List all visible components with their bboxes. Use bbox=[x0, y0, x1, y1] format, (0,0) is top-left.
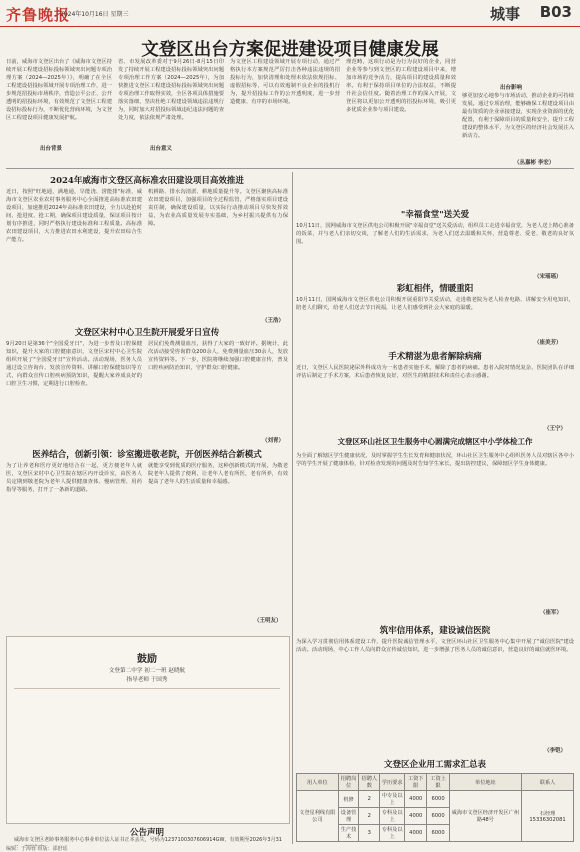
jobs-table-header-row bbox=[297, 774, 574, 791]
cell-wage-low: 4000 bbox=[405, 791, 427, 808]
masthead bbox=[0, 0, 580, 27]
cell-wage-low: 4000 bbox=[405, 825, 427, 842]
lead-byline: （丛嘉彬 李宏） bbox=[514, 160, 555, 166]
article-surgery-body: 近日，文登区人民医院泌尿外科成功为一名患者实施手术，解除了患者的病痛。患者入院时情况复杂，医院团队在详细评估后制定了手术方案，术后患者恢复良好，对医生的精湛技术和责任心表示感谢。 bbox=[296, 365, 574, 379]
poem-divider bbox=[14, 688, 280, 689]
article-eldercare-byline: （王明友） bbox=[254, 618, 282, 624]
article-eldercare-body: 为了让养老和医疗更好地结合在一起，更方便老年人就医，文登区宋村中心卫生院在辖区内开设诊室，由医务人员定期到敬老院为老年人提供健康查体、慢病管理、用药指导等服务，打开了一条新的道路。 bbox=[6, 463, 142, 493]
jobs-table-headline: 文登区企业用工需求汇总表 bbox=[383, 760, 486, 770]
lead-col5: 够更加安心地参与市场活动，推动企业的可持续发展。通过专项治理，能够确保工程建设项目由最有资质的企业承接建设，实现企业资源的优化配置，有利于保障项目的质量和安全，提升工程建设的整体水平，为文登区的经济社会发展注入新动力。 bbox=[462, 93, 574, 139]
article-farmland-body2: 机耕路、排水沟清淤、耕地质量提升等。文登区聚焦高标准农田建设项目，加强项目的全过程监管，严格落实项目建设责任制，确保建设质量，以实际行动推动项目尽快发挥效益，为农业高质量发展夯实基础，为乡村振兴提供有力保障。 bbox=[148, 189, 288, 227]
table-row bbox=[297, 791, 574, 808]
cell-wage-high: 6000 bbox=[427, 808, 449, 825]
cell-post: 机修 bbox=[338, 791, 359, 808]
newspaper-logo: 齐鲁晚报 bbox=[6, 6, 71, 24]
divider bbox=[6, 168, 574, 169]
col-header-num: 招聘人数 bbox=[359, 774, 380, 791]
cell-wage-low: 4000 bbox=[405, 808, 427, 825]
cell-edu: 专科及以上 bbox=[380, 808, 405, 825]
col-header-edu: 学历要求 bbox=[380, 774, 405, 791]
page-number: B03 bbox=[539, 3, 572, 21]
article-rainbow-byline: （崔美芳） bbox=[534, 340, 562, 346]
article-farmland-byline: （王浩） bbox=[262, 318, 285, 324]
article-teeth-byline: （刘青） bbox=[262, 438, 285, 444]
article-surgery-headline: 手术精湛为患者解除病痛 bbox=[388, 352, 482, 362]
lead-col4: 理范畴，这项行动是为行为良好的企业，同营企业等参与到文登区的工程建设项目中来，增加市场的竞争活力，提高项目的建设质量和效率。有利于保持项目单位的合法权益，不断提升社会信任度。随着治理工作的深入开展，文登区将以更加公开透明的招投标环境，吸引更多优质企业参与项目建设。 bbox=[346, 59, 456, 113]
cell-company: 文登星利线有限公司 bbox=[297, 791, 339, 842]
col-header-post: 招聘岗位 bbox=[338, 774, 359, 791]
issue-date: 2024年10月16日 星期三 bbox=[60, 11, 129, 18]
poem-teacher: 指导老师 于国秀 bbox=[126, 677, 168, 683]
cell-edu: 专科及以上 bbox=[380, 825, 405, 842]
article-canteen-headline: "幸福食堂"送关爱 bbox=[400, 210, 470, 220]
article-eldercare-headline: 医养结合，创新引领：诊室搬进敬老院，开创医养结合新模式 bbox=[32, 450, 262, 460]
lead-sub-background: 出台背景 bbox=[40, 146, 63, 152]
article-surgery-byline: （王宁） bbox=[544, 426, 567, 432]
cell-post: 生产技术 bbox=[338, 825, 359, 842]
article-teeth-body2: 居民们免费测量血压，获得了大家的一致好评。据统计，此次活动接受咨询群众200余人，免费测量血压30余人，发放宣传资料等。下一步，医院将继续加强口腔健康宣传，普及口腔疾病防治知识，守护群众口腔健康。 bbox=[148, 341, 288, 371]
col-header-wage-low: 工资下限 bbox=[405, 774, 427, 791]
lead-col3: 为文登区工程建设领域开展专项行动，通过严格执行本方案规范严厉打击各种违法违规的招投标行为，加快清理和处理未依法依规招标、虚假招标等，可以有效遏制不良企业的投机行为，提升招投标工作的公开透明度，进一步营造健康、有序的市场环境。 bbox=[230, 59, 340, 105]
cell-num: 2 bbox=[359, 808, 380, 825]
article-farmland-headline: 2024年威海市文登区高标准农田建设项目高效推进 bbox=[50, 176, 244, 186]
cell-edu: 中专及以上 bbox=[380, 791, 405, 808]
lead-sub-significance: 出台意义 bbox=[150, 146, 173, 152]
article-credit-headline: 筑牢信用体系，建设诚信医院 bbox=[379, 626, 491, 636]
cell-num: 2 bbox=[359, 791, 380, 808]
poem-author: 文登第二中学 初二一班 赵晓航 bbox=[108, 668, 186, 674]
article-checkup-byline: （崔军） bbox=[540, 610, 563, 616]
col-header-contact: 联系人 bbox=[522, 774, 574, 791]
article-credit-byline: （李铠） bbox=[544, 748, 567, 754]
jobs-table bbox=[296, 773, 574, 842]
article-credit-body: 为深入学习贯彻信用体系建设工作，提升医院诚信管理水平，文登区环山社区卫生服务中心集中开展了"诚信医院"建设活动。活动现场，中心工作人员向群众宣传诚信知识，进一步增强了医务人员的诚信意识，营造良好的诚信就医环境。 bbox=[296, 639, 574, 653]
article-teeth-headline: 文登区宋村中心卫生院开展爱牙日宣传 bbox=[74, 328, 220, 338]
section-name: 城事 bbox=[489, 5, 520, 23]
column-divider bbox=[292, 172, 293, 844]
article-eldercare-body2: 就能享受到优质的医疗服务，这种创新模式的开展，为敬老院老年人提供了便利，让老年人老有所医，老有所养，有效提高了老年人的生活质量和幸福感。 bbox=[148, 463, 288, 485]
article-rainbow-headline: 彩虹相伴，情暖重阳 bbox=[396, 284, 474, 294]
notice-body: 威海市文登区老龄事务服务中心事业单位法人证书正本丢失，号码为1237100307606914GW，有效期至2026年3月31 bbox=[14, 837, 282, 843]
notice-title: 公告声明 bbox=[129, 828, 164, 838]
col-header-wage-high: 工资上限 bbox=[427, 774, 449, 791]
article-checkup-headline: 文登区环山社区卫生服务中心圆满完成辖区中小学体检工作 bbox=[337, 437, 533, 446]
article-canteen-byline: （宋瑶瑶） bbox=[534, 274, 562, 280]
cell-wage-high: 6000 bbox=[427, 825, 449, 842]
col-header-company: 用人单位 bbox=[297, 774, 339, 791]
article-canteen-body: 10月11日，国网威海市文登区供电公司积极开展"幸福食堂"送关爱活动，组织员工走进幸福食堂，为老人送上精心准备的饭菜，并与老人们亲切交谈，了解老人们的生活需求，为老人们送去温暖和关怀，营造尊老、爱老、敬老的良好氛围。 bbox=[296, 223, 574, 245]
cell-wage-high: 6000 bbox=[427, 791, 449, 808]
article-farmland-body: 近日，按照"旺地通，满地通，旱能浇、涝能排"标准，威海市文登区农业农村事务服务中心全面推进高标准农田建设项目，加速推进2024年高标准农田建设，全力以赴抢时间、抢进度、抢工期，确保项目建设质量，保证项目按计划有序推进，同时严格执行建设标准和工程质量。高标准农田建设项目，大力推进农田水利建设，提升农田综合生产能力。 bbox=[6, 189, 142, 243]
article-teeth-body: 9月20日是第36个"全国爱牙日"，为进一步普及口腔保健知识，提升大家的口腔健康意识，文登区宋村中心卫生院组织开展了"全国爱牙日"宣传活动。活动现场，医务人员通过设立咨询台、发放宣传资料、讲解口腔保健知识等方式，向群众宣传口腔疾病预防知识，提醒大家养成良好的口腔卫生习惯，定期进行口腔检查。 bbox=[6, 341, 142, 387]
cell-post: 设备管理 bbox=[338, 808, 359, 825]
lead-headline: 文登区出台方案促进建设项目健康发展 bbox=[141, 40, 439, 60]
poem-title: 鼓励 bbox=[137, 654, 157, 665]
col-header-address: 单位地址 bbox=[449, 774, 521, 791]
cell-contact: 石经理15336302081 bbox=[522, 791, 574, 842]
lead-sub-impact: 出台影响 bbox=[500, 85, 523, 91]
article-checkup-body: 为全面了解辖区学生健康状况，及时掌握学生生长发育和健康状况，环山社区卫生服务中心组织医务人员对辖区各中小学的学生开展了健康体检，针对检查发现的问题及时告知学生家长，提出防控建议，保障辖区学生身体健康。 bbox=[296, 453, 574, 467]
article-rainbow-body: 10月11日，国网威海市文登区供电公司积极开展重阳节关爱活动，走进敬老院为老人检查电路、讲解安全用电知识，陪老人们聊天，给老人们送去节日祝福，让老人们感受到社会大家庭的温暖。 bbox=[296, 297, 574, 311]
cell-num: 3 bbox=[359, 825, 380, 842]
page-footer: 编辑：于海蓉 组版：邵舒瑶 bbox=[6, 846, 68, 852]
lead-col2: 省、市发展改革委对于9月26日-8月15日印发了持续开展工程建设招标投标领域突出问题专项治理工作方案（2024—2025年），为加快推进文登区工程建设招标投标领域突出问题专项治理工作取得实效，全区各项具体措施要落实落细，坚决杜绝工程建设领域违法违规行为，同时加大对招投标领域违纪违法问题的查处力度，依法依规严肃处理。 bbox=[118, 59, 224, 121]
cell-address: 威海市文登区经济开发区广州路48号 bbox=[449, 791, 521, 842]
lead-col1: 日前，威海市文登区出台了《威海市文登区持续开展工程建设招标投标领域突出问题专项治理方案（2024—2025年）》，明确了在全区工程建设招投标领域开展专项治理工作，进一步规范招投标市场秩序，营造公平公正、公开透明的招投标环境，有效规范了文登区工程建设招标投标行为，不断优化营商环境，为文登区工程建设项目健康发展护航。 bbox=[6, 59, 112, 121]
